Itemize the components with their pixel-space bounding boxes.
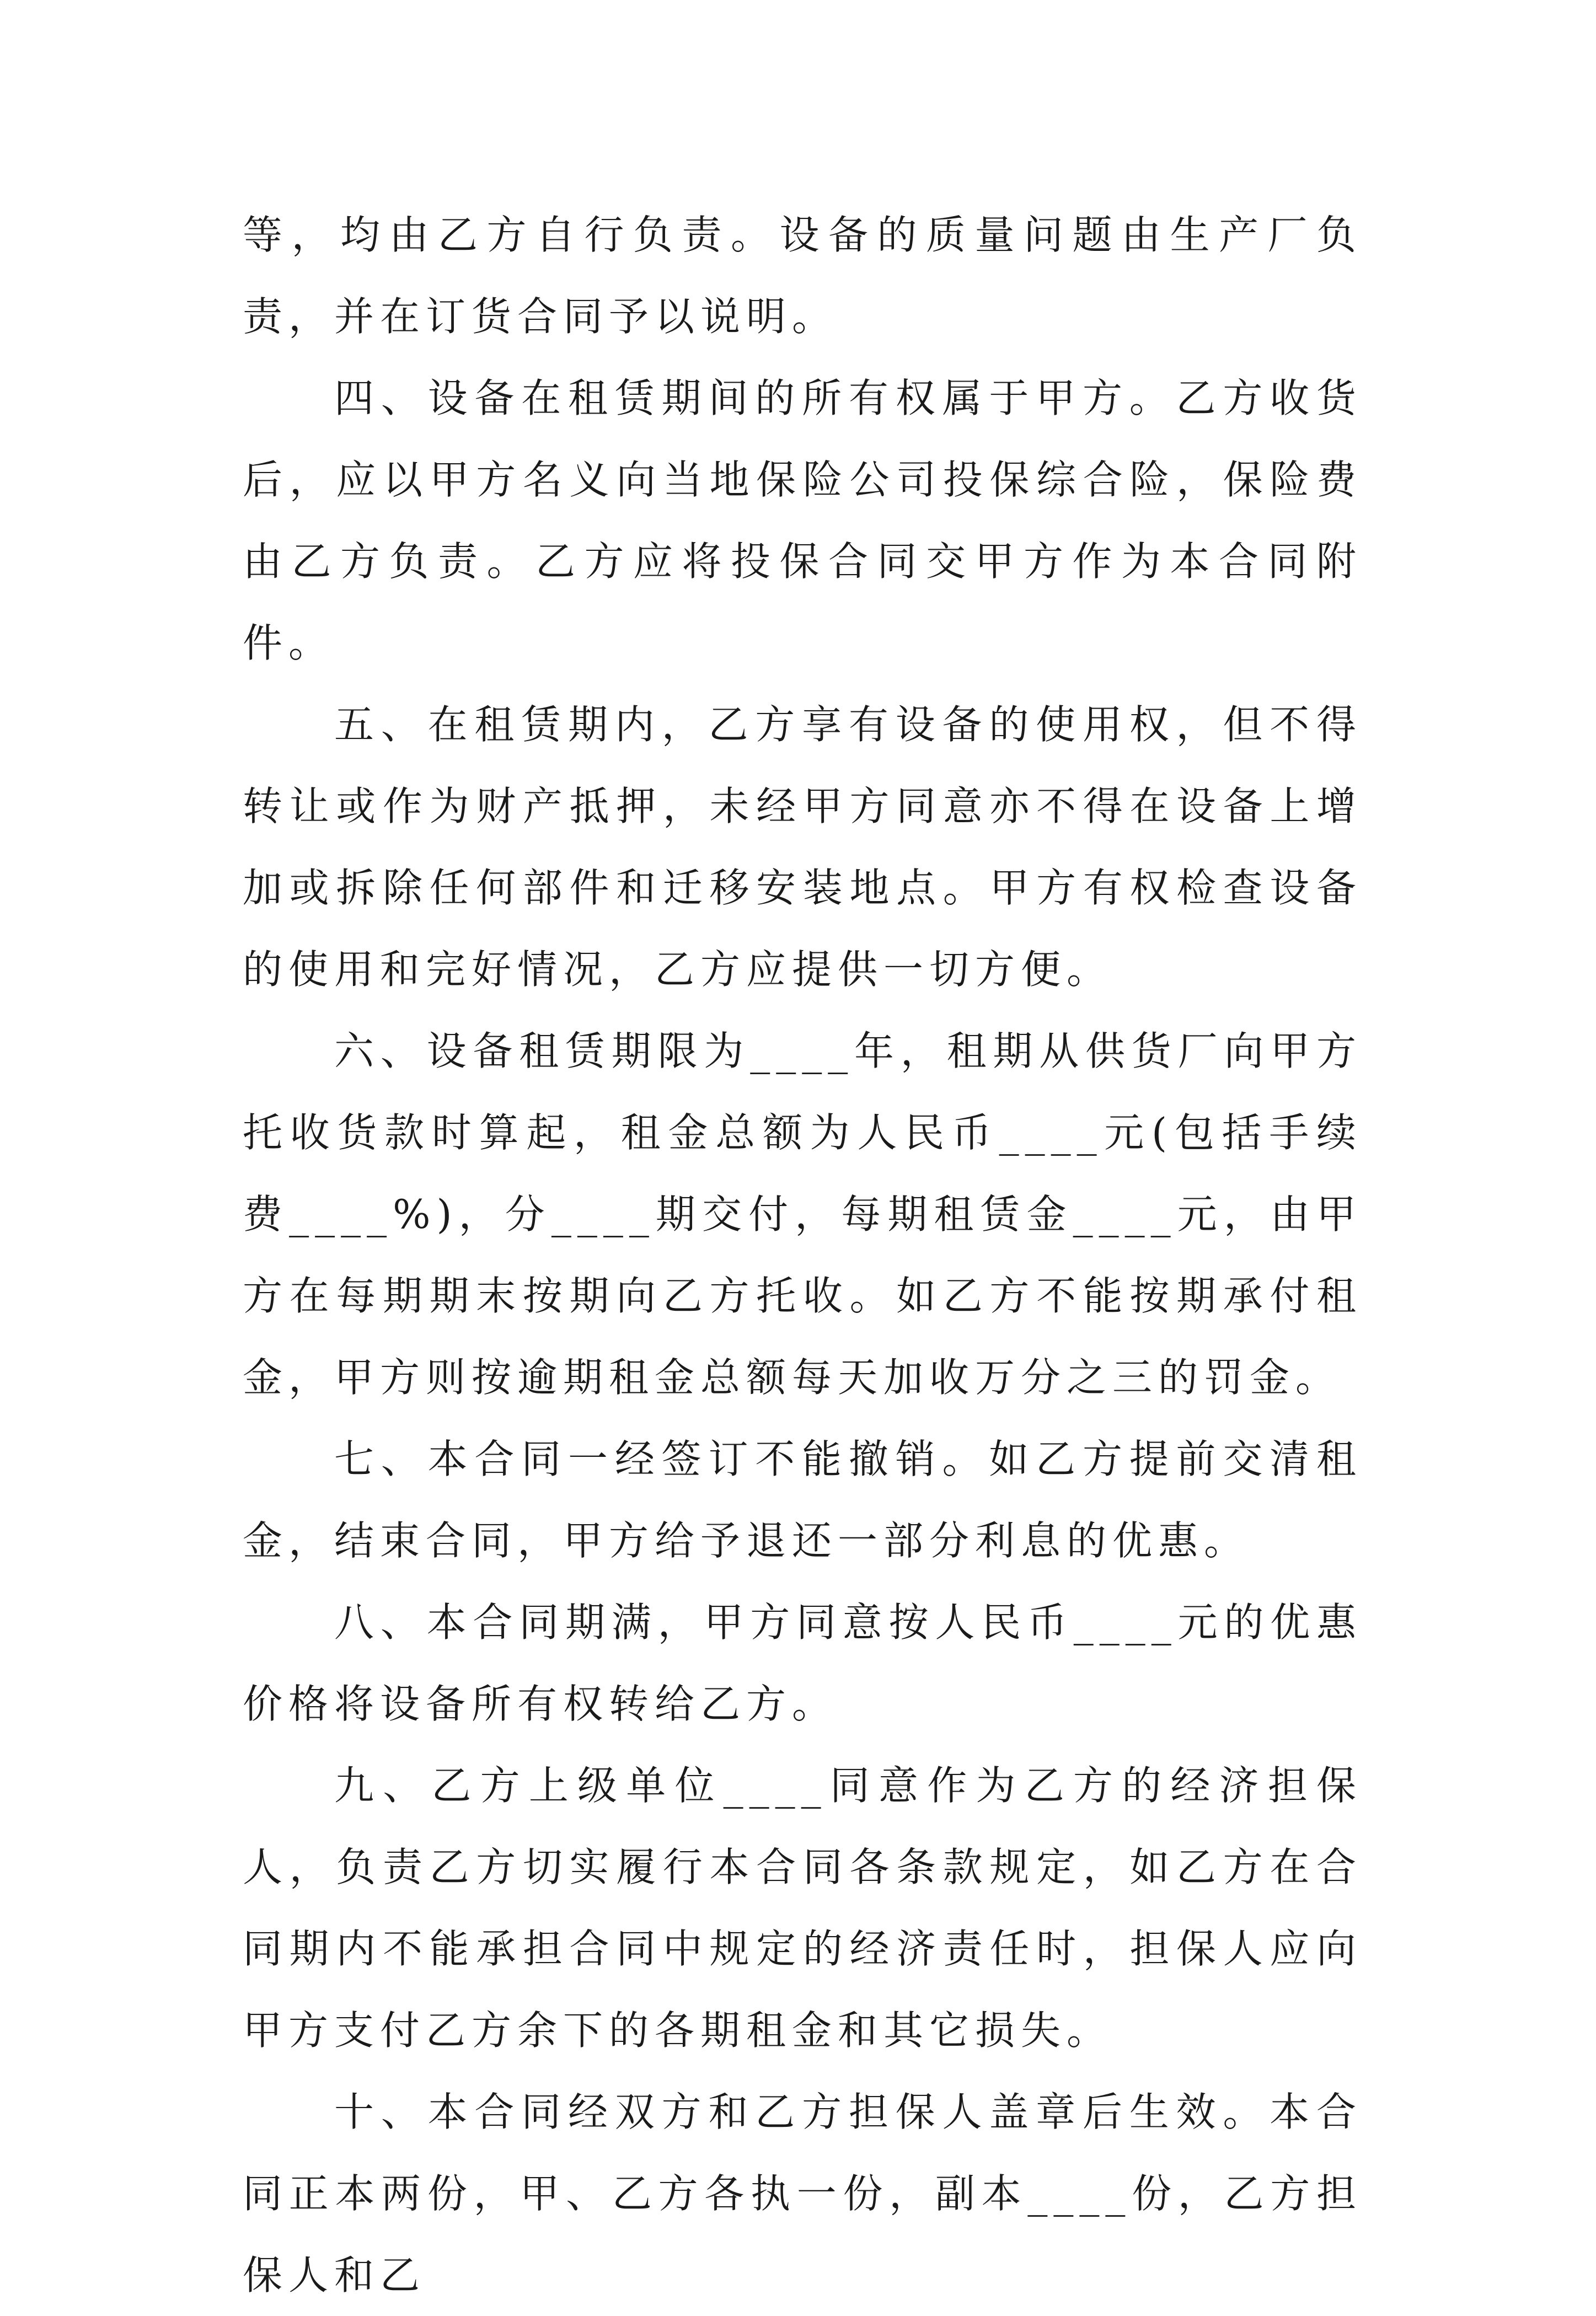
clause-9: 九、乙方上级单位____同意作为乙方的经济担保人，负责乙方切实履行本合同各条款规定，如乙方在合同期内不能承担合同中规定的经济责任时，担保人应向甲方支付乙方余下的各期租金和其它损失。 [243, 1762, 1362, 2054]
document-body [243, 194, 1362, 2316]
paragraph-continuation: 等，均由乙方自行负责。设备的质量问题由生产厂负责，并在订货合同予以说明。 [243, 212, 1362, 340]
clause-10: 十、本合同经双方和乙方担保人盖章后生效。本合同正本两份，甲、乙方各执一份，副本____份，乙方担保人和乙 [243, 2089, 1362, 2298]
clause-5: 五、在租赁期内，乙方享有设备的使用权，但不得转让或作为财产抵押，未经甲方同意亦不得在设备上增加或拆除任何部件和迁移安装地点。甲方有权检查设备的使用和完好情况，乙方应提供一切方便。 [243, 701, 1362, 993]
clause-8: 八、本合同期满，甲方同意按人民币____元的优惠价格将设备所有权转给乙方。 [243, 1599, 1362, 1727]
clause-6: 六、设备租赁期限为____年，租期从供货厂向甲方托收货款时算起，租金总额为人民币____元(包括手续费____%)，分____期交付，每期租赁金____元，由甲方在每期期末按期向乙方托收。如乙方不能按期承付租金，甲方则按逾期租金总额每天加收万分之三的罚金。 [243, 1028, 1362, 1401]
clause-4: 四、设备在租赁期间的所有权属于甲方。乙方收货后，应以甲方名义向当地保险公司投保综合险，保险费由乙方负责。乙方应将投保合同交甲方作为本合同附件。 [243, 375, 1362, 666]
clause-7: 七、本合同一经签订不能撤销。如乙方提前交清租金，结束合同，甲方给予退还一部分利息的优惠。 [243, 1436, 1362, 1564]
